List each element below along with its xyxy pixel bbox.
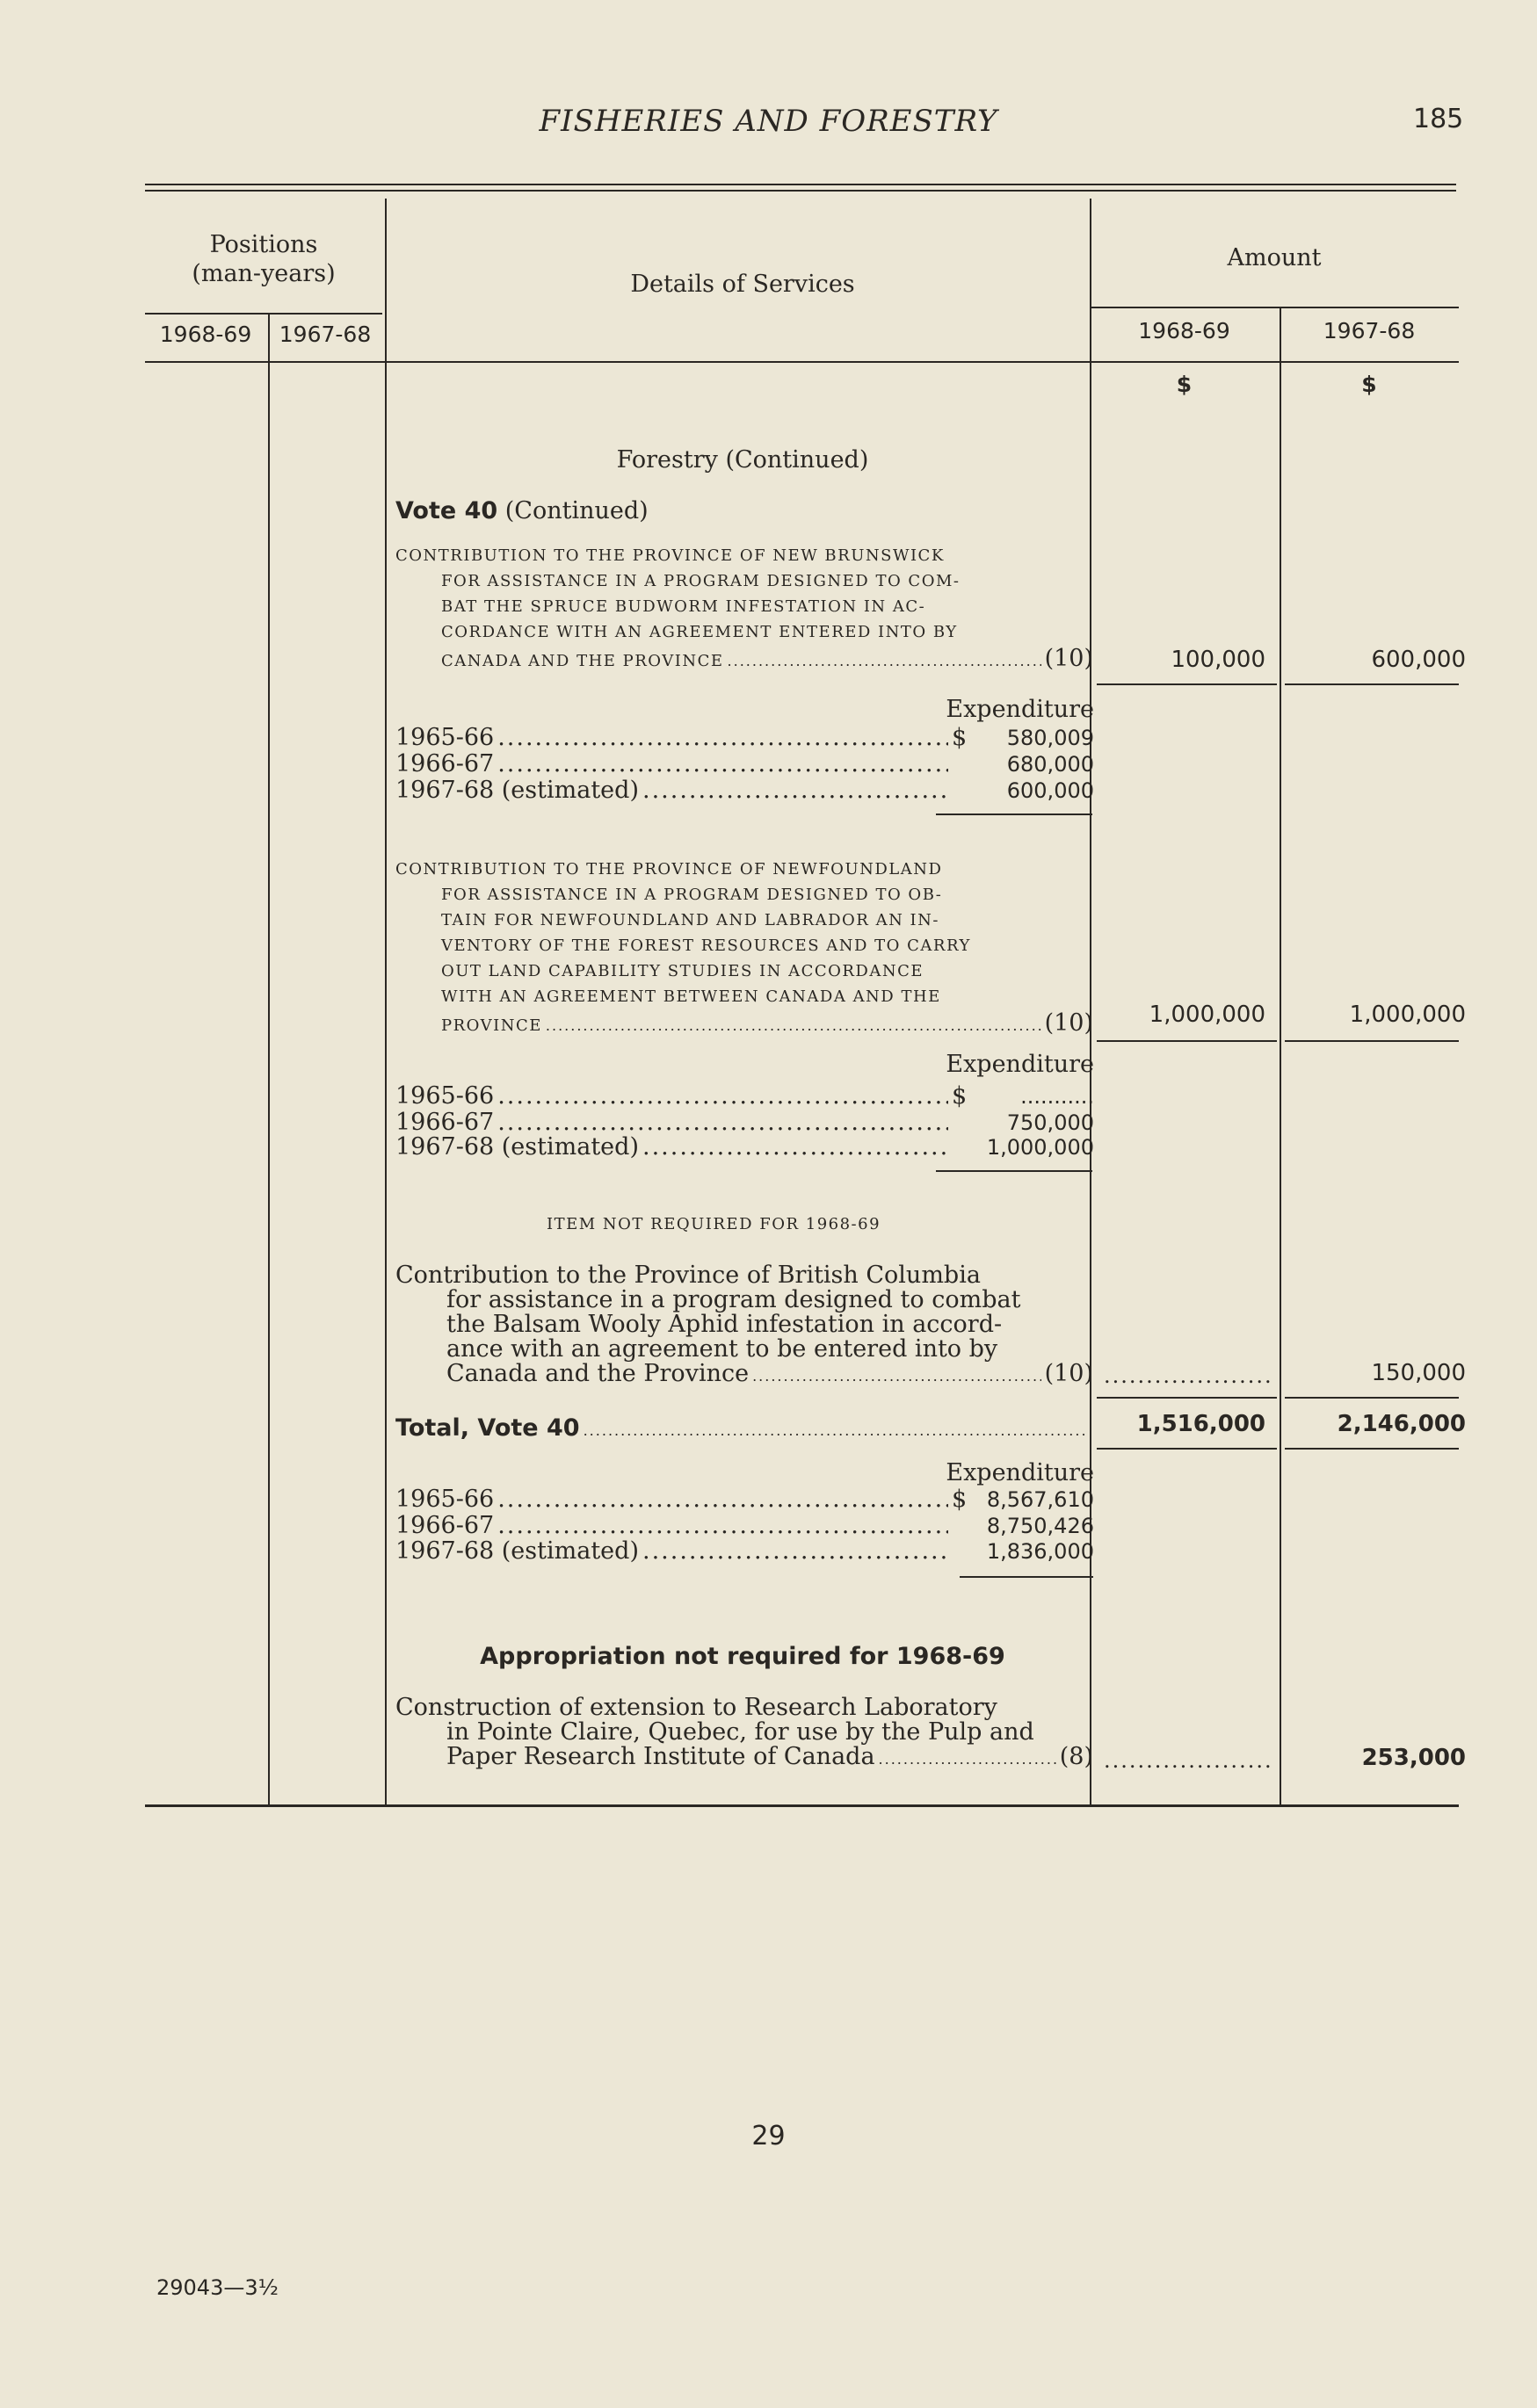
total-exp-row-2: 1966-67 ..... 8,750,426 xyxy=(395,1512,1094,1539)
item-nfld-line-4: VENTORY OF THE FOREST RESOURCES AND TO CARRY xyxy=(441,936,971,955)
item-nb-exp-row-2: 1966-67 ..... 680,000 xyxy=(395,750,1094,777)
amount-subrule xyxy=(1090,307,1459,308)
print-code: 29043—3½ xyxy=(156,2275,279,2300)
total-amount-b: 2,146,000 xyxy=(1337,1411,1466,1437)
bottom-rule xyxy=(145,1804,1459,1807)
item-nfld-exp-row-3: 1967-68 (estimated) ..... 1,000,000 xyxy=(395,1133,1094,1161)
amount-year-a: 1968-69 xyxy=(1138,318,1230,343)
item-nfld-line-5: OUT LAND CAPABILITY STUDIES IN ACCORDANCE xyxy=(441,962,924,980)
currency-a: $ xyxy=(1176,372,1193,397)
positions-subrule xyxy=(145,313,382,315)
total-exp-row-3: 1967-68 (estimated) ..... 1,836,000 xyxy=(395,1537,1094,1565)
not-required-amount-b: 150,000 xyxy=(1371,1360,1466,1386)
not-required-line-2: for assistance in a program designed to combat xyxy=(446,1286,1021,1313)
item-nfld-exp-row-1: 1965-66 ..... $ ........... xyxy=(395,1082,1094,1110)
item-nb-exp-rule xyxy=(936,814,1092,815)
not-required-line-1: Contribution to the Province of British Columbia xyxy=(395,1262,981,1289)
item-nfld-line-6: WITH AN AGREEMENT BETWEEN CANADA AND THE xyxy=(441,987,941,1006)
item-nb-line-3: BAT THE SPRUCE BUDWORM INFESTATION IN AC- xyxy=(441,597,926,616)
col-rule-positions xyxy=(268,313,270,1804)
positions-year-b: 1967-68 xyxy=(279,322,372,347)
appropriation-heading: Appropriation not required for 1968-69 xyxy=(480,1643,1005,1670)
total-rule-a xyxy=(1097,1448,1277,1450)
not-required-line-3: the Balsam Wooly Aphid infestation in accord- xyxy=(446,1311,1003,1338)
col-rule-amount xyxy=(1280,307,1281,1804)
folio: 29 xyxy=(751,2121,786,2151)
total-exp-rule xyxy=(960,1576,1093,1578)
item-nb-line-4: CORDANCE WITH AN AGREEMENT ENTERED INTO BY xyxy=(441,623,958,641)
total-rule-b xyxy=(1285,1448,1459,1450)
item-nfld-line-3: TAIN FOR NEWFOUNDLAND AND LABRADOR AN IN- xyxy=(441,911,939,929)
not-required-rule-a xyxy=(1097,1397,1277,1399)
item-nb-amount-rule-a xyxy=(1097,683,1277,685)
amount-year-b: 1967-68 xyxy=(1323,318,1416,343)
item-nb-exp-row-3: 1967-68 (estimated) ..... 600,000 xyxy=(395,777,1094,804)
item-nb-line-1: CONTRIBUTION TO THE PROVINCE OF NEW BRUNSWICK xyxy=(395,546,945,565)
total-line: Total, Vote 40 ..... xyxy=(395,1414,1090,1443)
item-nfld-amount-a: 1,000,000 xyxy=(1149,1002,1265,1028)
item-nfld-amount-rule-b xyxy=(1285,1040,1459,1042)
not-required-heading: ITEM NOT REQUIRED FOR 1968-69 xyxy=(547,1215,881,1233)
appropriation-line-2: in Pointe Claire, Quebec, for use by the Pulp and xyxy=(446,1718,1034,1746)
item-nfld-exp-label: Expenditure xyxy=(946,1051,1094,1078)
total-exp-label: Expenditure xyxy=(946,1459,1094,1486)
appropriation-last-line: Paper Research Institute of Canada ..... (8) xyxy=(446,1743,1093,1771)
not-required-rule-b xyxy=(1285,1397,1459,1399)
amount-heading: Amount xyxy=(1227,244,1322,271)
item-nb-amount-rule-b xyxy=(1285,683,1459,685)
item-nb-line-2: FOR ASSISTANCE IN A PROGRAM DESIGNED TO COM- xyxy=(441,572,961,590)
not-required-amount-a-leader xyxy=(1104,1363,1274,1388)
item-nfld-amount-b: 1,000,000 xyxy=(1349,1002,1466,1028)
vote-heading: Vote 40 (Continued) xyxy=(395,497,649,524)
positions-year-a: 1968-69 xyxy=(159,322,252,347)
top-rule xyxy=(145,184,1456,185)
item-nfld-exp-rule xyxy=(936,1170,1092,1172)
top-rule-2 xyxy=(145,190,1456,192)
not-required-last-line: Canada and the Province ..... (10) xyxy=(446,1360,1093,1388)
item-nfld-amount-rule-a xyxy=(1097,1040,1277,1042)
positions-heading: Positions (man-years) xyxy=(192,231,336,287)
appropriation-line-1: Construction of extension to Research Laboratory xyxy=(395,1694,997,1721)
item-nfld-last-line: PROVINCE ..... (10) xyxy=(441,1009,1093,1038)
not-required-line-4: ance with an agreement to be entered into by xyxy=(446,1335,998,1363)
currency-b: $ xyxy=(1361,372,1377,397)
section-title: Forestry (Continued) xyxy=(616,446,869,474)
running-title: FISHERIES AND FORESTRY xyxy=(539,104,998,139)
item-nb-amount-a: 100,000 xyxy=(1171,647,1265,673)
appropriation-amount-a-leader xyxy=(1104,1748,1274,1773)
item-nfld-exp-row-2: 1966-67 ..... 750,000 xyxy=(395,1109,1094,1136)
item-nb-exp-row-1: 1965-66 ..... $ 580,009 xyxy=(395,724,1094,751)
item-nb-last-line: CANADA AND THE PROVINCE ..... (10) xyxy=(441,645,1093,674)
header-bottom-rule xyxy=(145,361,1459,363)
col-rule-details-left xyxy=(385,199,387,1804)
details-heading: Details of Services xyxy=(630,271,855,298)
item-nb-exp-label: Expenditure xyxy=(946,696,1094,723)
total-exp-row-1: 1965-66 ..... $ 8,567,610 xyxy=(395,1486,1094,1513)
item-nfld-line-1: CONTRIBUTION TO THE PROVINCE OF NEWFOUNDLAND xyxy=(395,860,943,879)
appropriation-amount-b: 253,000 xyxy=(1361,1745,1466,1771)
item-nb-amount-b: 600,000 xyxy=(1371,647,1466,673)
total-amount-a: 1,516,000 xyxy=(1136,1411,1265,1437)
page-number: 185 xyxy=(1413,104,1464,134)
item-nfld-line-2: FOR ASSISTANCE IN A PROGRAM DESIGNED TO OB- xyxy=(441,886,943,904)
